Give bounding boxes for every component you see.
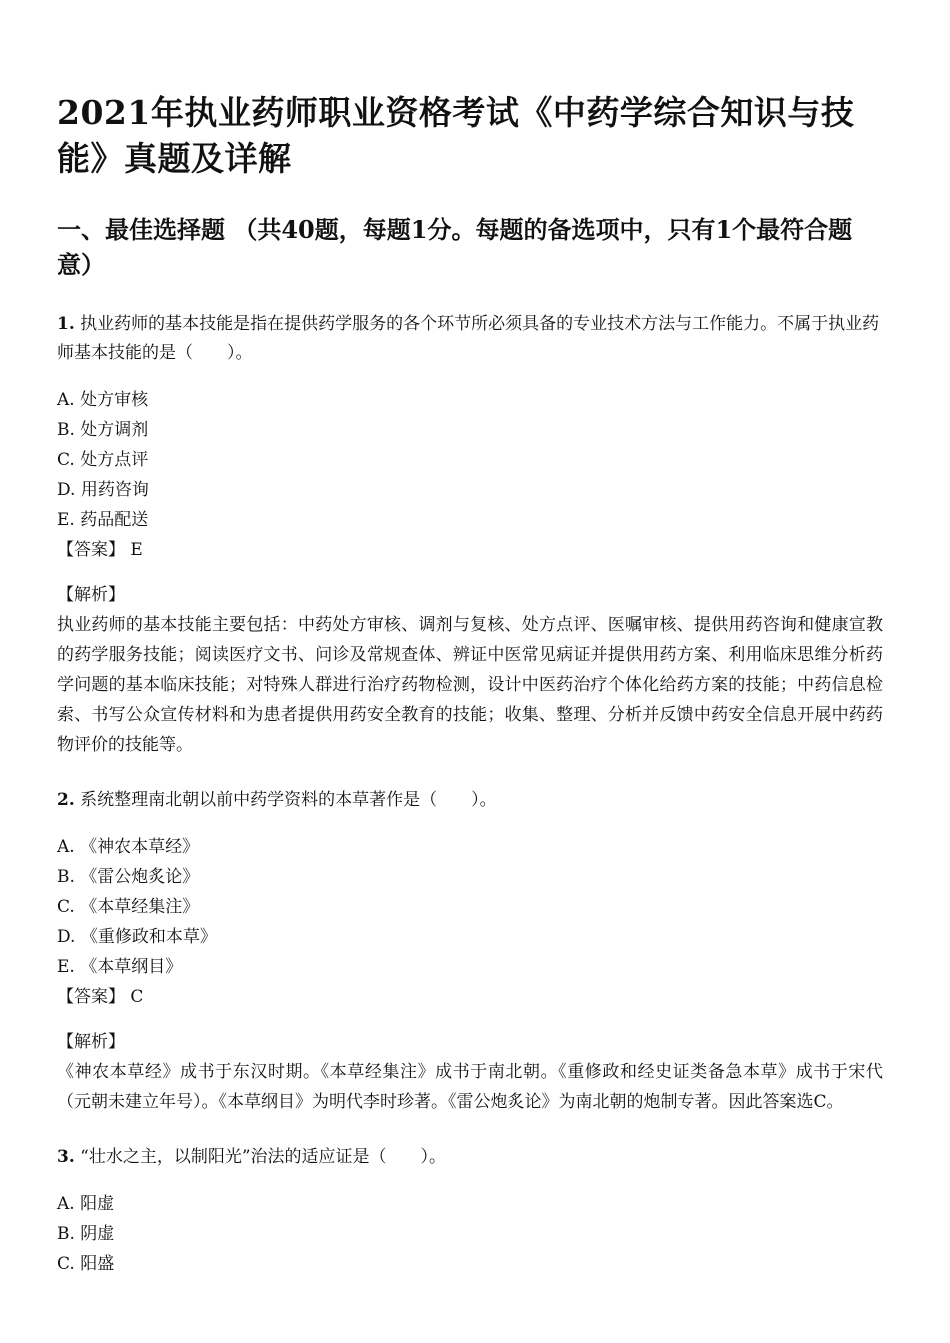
option-d: D. 用药咨询 xyxy=(57,480,149,500)
document-title: 2021年执业药师职业资格考试《中药学综合知识与技能》真题及详解 xyxy=(57,93,855,178)
analysis-label: 【解析】 xyxy=(57,585,125,605)
question-3 xyxy=(57,1143,883,1279)
question-text: “壮水之主，以制阳光”治法的适应证是（ ）。 xyxy=(74,1147,447,1167)
question-text: 系统整理南北朝以前中药学资料的本草著作是（ ）。 xyxy=(74,790,497,810)
document-page xyxy=(57,0,883,1279)
option-b: B. 《雷公炮炙论》 xyxy=(57,867,200,887)
option-a: A. 《神农本草经》 xyxy=(57,837,200,857)
question-stem xyxy=(57,310,883,368)
option-c: C. 处方点评 xyxy=(57,450,149,470)
option-d: D. 《重修政和本草》 xyxy=(57,927,217,947)
analysis-label: 【解析】 xyxy=(57,1032,125,1052)
question-stem xyxy=(57,786,883,815)
option-e: E. 药品配送 xyxy=(57,510,149,530)
question-number: 3. xyxy=(57,1147,75,1167)
question-number: 2. xyxy=(57,790,75,810)
option-list xyxy=(57,385,883,535)
answer-line: 【答案】 C xyxy=(57,987,144,1007)
analysis-text: 执业药师的基本技能主要包括：中药处方审核、调剂与复核、处方点评、医嘱审核、提供用药咨询和健康宣教的药学服务技能；阅读医疗文书、问诊及常规查体、辨证中医常见病证并提供用药方案、利用临床思维分析药学问题的基本临床技能；对特殊人群进行治疗药物检测，设计中医药治疗个体化给药方案的技能；中药信息检索、书写公众宣传材料和为患者提供用药安全教育的技能；收集、整理、分析并反馈中药安全信息开展中药药物评价的技能等。 xyxy=(57,615,883,755)
option-c: C. 《本草经集注》 xyxy=(57,897,200,917)
section-title: 一、最佳选择题 （共40题，每题1分。每题的备选项中，只有1个最符合题意） xyxy=(57,215,853,279)
option-a: A. 处方审核 xyxy=(57,390,149,410)
option-b: B. 处方调剂 xyxy=(57,420,149,440)
option-c: C. 阳盛 xyxy=(57,1254,115,1274)
question-number: 1. xyxy=(57,314,75,334)
question-text: 执业药师的基本技能是指在提供药学服务的各个环节所必须具备的专业技术方法与工作能力。不属于执业药师基本技能的是（ ）。 xyxy=(57,314,880,363)
option-a: A. 阳虚 xyxy=(57,1194,115,1214)
option-b: B. 阴虚 xyxy=(57,1224,115,1244)
option-e: E. 《本草纲目》 xyxy=(57,957,183,977)
analysis-text: 《神农本草经》成书于东汉时期。《本草经集注》成书于南北朝。《重修政和经史证类备急本草》成书于宋代（元朝未建立年号）。《本草纲目》为明代李时珍著。《雷公炮炙论》为南北朝的炮制专著。因此答案选C。 xyxy=(57,1062,883,1112)
question-stem xyxy=(57,1143,883,1172)
question-2 xyxy=(57,786,883,1117)
option-list xyxy=(57,832,883,982)
answer-line: 【答案】 E xyxy=(57,540,143,560)
option-list xyxy=(57,1189,883,1279)
question-1 xyxy=(57,310,883,760)
